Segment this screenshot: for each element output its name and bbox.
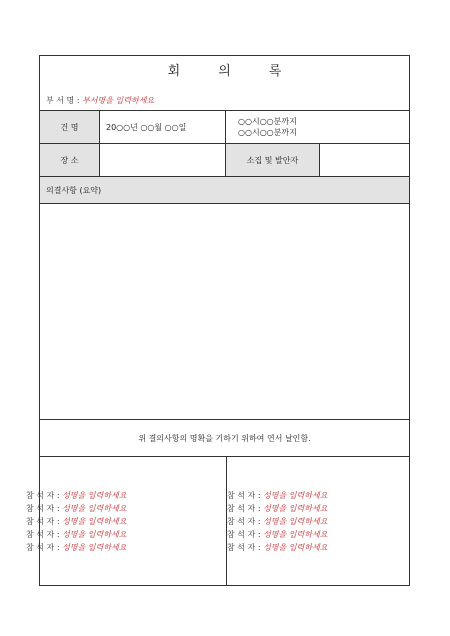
- attendee-line: [26, 502, 226, 515]
- attendees-row: [26, 456, 409, 586]
- summary-content-area[interactable]: [40, 203, 409, 419]
- attendee-name-field[interactable]: 성명을 입력하세요: [62, 517, 127, 526]
- department-line: [46, 95, 154, 106]
- header-area: [40, 56, 409, 110]
- place-field[interactable]: [99, 144, 225, 176]
- attendee-label: 참 석 자 :: [26, 504, 63, 513]
- attendee-line: [227, 489, 409, 502]
- attendee-name-field[interactable]: 성명을 입력하세요: [263, 491, 328, 500]
- attendee-name-field[interactable]: 성명을 입력하세요: [263, 517, 328, 526]
- attendee-name-field[interactable]: 성명을 입력하세요: [263, 530, 328, 539]
- attendee-label: 참 석 자 :: [227, 491, 264, 500]
- attendee-line: [26, 489, 226, 502]
- meeting-name-label: 건 명: [40, 111, 99, 143]
- attendee-label: 참 석 자 :: [26, 491, 63, 500]
- attendee-line: [227, 541, 409, 554]
- meeting-time-to[interactable]: ○○시○○분까지: [238, 128, 297, 137]
- attendee-line: [227, 502, 409, 515]
- meeting-place-row: [40, 143, 409, 176]
- signature-note: 위 결의사항의 명확을 기하기 위하여 연서 날인함.: [138, 433, 311, 443]
- attendee-line: [227, 515, 409, 528]
- signature-note-row: [40, 419, 409, 456]
- meeting-name-row: [40, 110, 409, 143]
- attendee-name-field[interactable]: 성명을 입력하세요: [62, 543, 127, 552]
- convener-label: 소집 및 발안자: [225, 144, 319, 176]
- attendees-right-column: [226, 457, 409, 586]
- attendee-name-field[interactable]: 성명을 입력하세요: [62, 504, 127, 513]
- attendee-label: 참 석 자 :: [26, 530, 63, 539]
- attendee-label: 참 석 자 :: [26, 543, 63, 552]
- title-char: 회: [167, 64, 181, 79]
- attendee-line: [26, 541, 226, 554]
- summary-label: 의결사항 (요약): [46, 185, 102, 195]
- attendee-name-field[interactable]: 성명을 입력하세요: [263, 543, 328, 552]
- attendee-label: 참 석 자 :: [227, 543, 264, 552]
- attendee-label: 참 석 자 :: [227, 504, 264, 513]
- meeting-time-from[interactable]: ○○시○○분까지: [238, 117, 297, 126]
- attendee-name-field[interactable]: 성명을 입력하세요: [62, 530, 127, 539]
- attendee-name-field[interactable]: 성명을 입력하세요: [62, 491, 127, 500]
- convener-field[interactable]: [319, 144, 409, 176]
- summary-header-row: [40, 176, 409, 203]
- attendees-left-column: [26, 457, 226, 586]
- meeting-time-cell: [225, 111, 409, 143]
- attendee-line: [26, 515, 226, 528]
- place-label: 장 소: [40, 144, 99, 176]
- attendee-label: 참 석 자 :: [26, 517, 63, 526]
- attendee-line: [227, 528, 409, 541]
- attendee-label: 참 석 자 :: [227, 530, 264, 539]
- meeting-minutes-form: [26, 55, 410, 586]
- form-title: [40, 60, 409, 79]
- attendee-label: 참 석 자 :: [227, 517, 264, 526]
- attendee-name-field[interactable]: 성명을 입력하세요: [263, 504, 328, 513]
- title-char: 의: [218, 64, 231, 79]
- meeting-date-field[interactable]: 20○○년 ○○월 ○○일: [99, 111, 225, 143]
- department-field[interactable]: 부서명을 입력하세요: [82, 96, 155, 105]
- attendee-line: [26, 528, 226, 541]
- title-char: 록: [268, 64, 282, 79]
- department-label: 부 서 명 :: [46, 96, 83, 105]
